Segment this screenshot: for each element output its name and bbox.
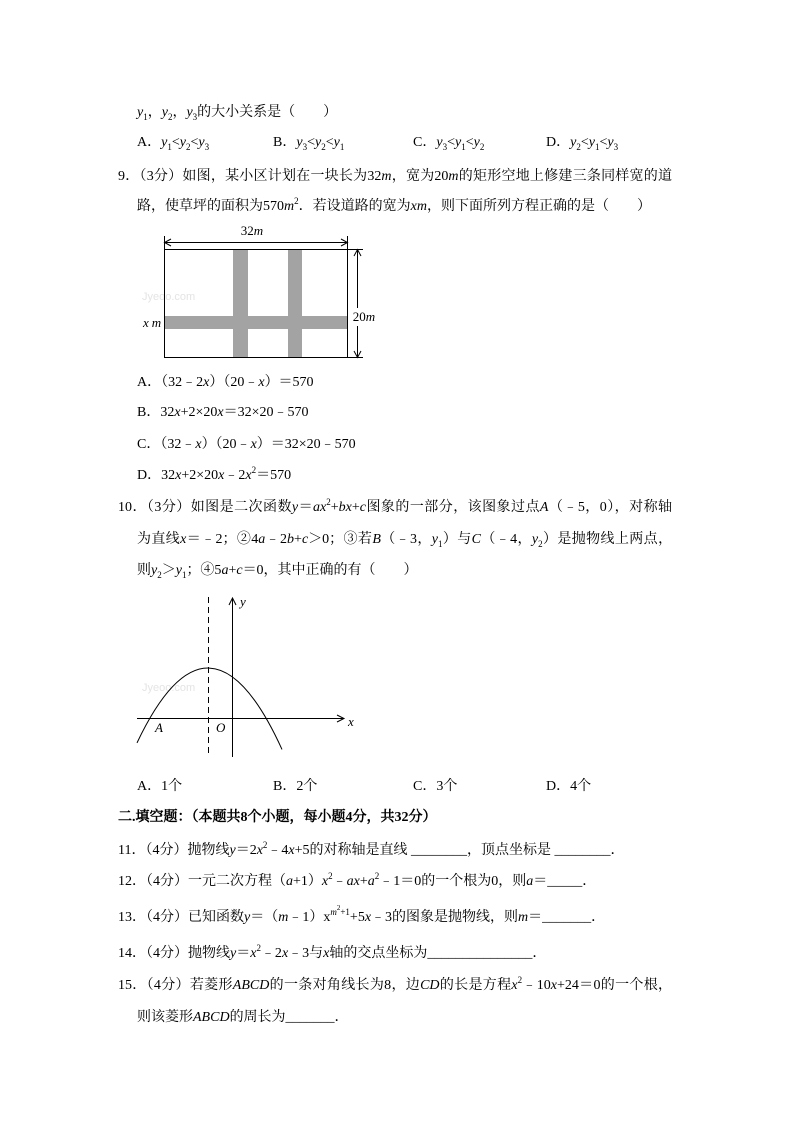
math-variable: b (287, 532, 295, 547)
math-variable: y (473, 135, 480, 150)
math-variable: x (256, 843, 263, 858)
math-variable: CD (420, 978, 440, 993)
text-run: < (580, 135, 589, 150)
math-variable: a (286, 874, 293, 889)
math-variable: x (195, 437, 202, 452)
math-variable: x (511, 978, 518, 993)
math-variable: y (179, 135, 186, 150)
text-run: < (447, 135, 455, 150)
math-variable: a (367, 874, 375, 889)
q8-option-c (413, 133, 484, 153)
math-variable: x (180, 532, 187, 547)
text-run: 15．（4分）若菱形 (118, 978, 233, 993)
text-run: ）（20﹣ (209, 375, 259, 390)
text-run: ﹣10 (522, 978, 551, 993)
q13-stem (118, 904, 606, 928)
subscript: 3 (204, 142, 210, 152)
text-run: （﹣5，0），对称轴 (548, 500, 673, 515)
q8-option-b (273, 133, 344, 153)
x-axis-label: x (348, 714, 354, 729)
q12-stem (118, 872, 596, 892)
text-run: A．1个 (137, 779, 183, 794)
text-run: < (599, 135, 608, 150)
text-run: ＝ (236, 946, 251, 961)
text-run: （﹣4， (481, 532, 532, 547)
width-unit: m (365, 309, 376, 324)
text-run: D．32 (137, 468, 176, 483)
subscript: 2 (538, 539, 543, 549)
text-run: ＝2 (235, 843, 257, 858)
text-run: 14．（4分）抛物线 (118, 946, 230, 961)
q15-stem-line-2 (137, 1008, 349, 1028)
q14-stem (118, 944, 546, 964)
math-variable: a (526, 874, 534, 889)
text-run: 的大小关系是（ ） (197, 105, 338, 120)
superscript: 2 (251, 465, 257, 475)
math-variable: y (436, 135, 443, 150)
math-variable: c (359, 500, 367, 515)
math-variable: y (531, 532, 539, 547)
road-width-unit: m (151, 315, 162, 330)
road-layout-diagram (135, 220, 385, 365)
math-variable: ABCD (232, 978, 270, 993)
text-run: + (351, 500, 360, 515)
math-variable: C (471, 532, 482, 547)
text-run: B．32 (137, 405, 175, 420)
text-run: ﹣2 (265, 532, 288, 547)
text-run: 轴的交点坐标为_______________． (329, 946, 547, 961)
subscript: 3 (613, 142, 619, 152)
text-run: 二.填空题：（本题共8个小题，每小题4分，共32分） (118, 810, 437, 825)
math-variable: y (314, 135, 322, 150)
field-outline (165, 250, 348, 358)
text-run: ．若设道路的宽为 (298, 199, 411, 214)
width-value: 20 (352, 309, 366, 324)
text-run: 12．（4分）一元二次方程（ (118, 874, 286, 889)
math-variable: a (221, 563, 229, 578)
subscript: 1 (438, 539, 443, 549)
text-run: ）＝570 (264, 375, 314, 390)
math-variable: y (137, 105, 144, 120)
parabola-graph (130, 590, 362, 765)
math-variable: x (323, 946, 330, 961)
text-run: ＝570 (256, 468, 292, 483)
q9-stem-line-2 (137, 197, 651, 217)
text-run: ；④5 (186, 563, 222, 578)
q10-stem-line-3 (137, 561, 418, 581)
math-variable: m (448, 169, 459, 184)
q10-stem-line-2 (137, 530, 672, 550)
text-run: ，则下面所列方程正确的是（ ） (426, 199, 651, 214)
subscript: 1 (339, 142, 345, 152)
text-run: ﹣2 (224, 468, 246, 483)
math-variable: y (229, 843, 236, 858)
text-run: ＞ (161, 563, 176, 578)
text-run: （﹣3， (380, 532, 432, 547)
text-run: 10．（3分）如图是二次函数 (118, 500, 292, 515)
math-variable: ax (313, 500, 327, 515)
q9-option-c (137, 435, 356, 455)
text-run: ）＝32×20﹣570 (256, 437, 356, 452)
q10-stem-line-1 (118, 498, 672, 518)
math-variable: x (245, 468, 252, 483)
math-variable: xm (410, 199, 427, 214)
text-run: ＝﹣2；②4 (186, 532, 259, 547)
text-run: 的矩形空地上修建三条同样宽的道 (458, 169, 673, 184)
text-run: ＝32×20﹣570 (223, 405, 309, 420)
subscript: 1 (594, 142, 600, 152)
text-run: ＞0；③若 (308, 532, 373, 547)
math-variable: x (218, 468, 225, 483)
q9-option-a (137, 373, 314, 393)
math-variable: m (284, 199, 295, 214)
q10-option-b (273, 777, 317, 797)
subscript: 1 (461, 142, 466, 152)
math-variable: c (236, 563, 243, 578)
watermark: Jyeoo.com (142, 291, 196, 303)
math-variable: x (258, 375, 265, 390)
text-run: A． (137, 135, 162, 150)
math-variable: bx (338, 500, 352, 515)
subscript: 1 (181, 570, 187, 580)
superscript: 2 (256, 943, 261, 953)
text-run: + (330, 500, 339, 515)
subscript: 2 (157, 570, 162, 580)
text-run: +1） (293, 874, 322, 889)
math-variable: x (281, 946, 289, 961)
math-variable: y (607, 135, 614, 150)
superscript: 2 (328, 871, 333, 881)
q9-option-d (137, 466, 291, 486)
math-variable: y (161, 105, 168, 120)
math-variable: B (372, 532, 381, 547)
text-run: +24＝0的一个根， (556, 978, 673, 993)
q8-option-a (137, 133, 209, 153)
text-run: ﹣1＝0的一个根为0，则 (379, 874, 527, 889)
math-variable: y (230, 946, 237, 961)
math-variable: x (364, 910, 372, 925)
text-run: < (171, 135, 180, 150)
text-run: B．2个 (273, 779, 318, 794)
text-run: 的长是方程 (439, 978, 512, 993)
origin-label: O (216, 720, 226, 735)
math-variable: x (203, 375, 210, 390)
math-variable: A (539, 500, 549, 515)
superscript: 2 (326, 497, 331, 507)
q8-stem-tail (137, 103, 337, 123)
math-variable: y (198, 135, 205, 150)
text-run: A．（32﹣2 (137, 375, 204, 390)
text-run: C． (413, 135, 437, 150)
superscript-variable: m (330, 907, 337, 917)
text-run: ﹣2 (260, 946, 282, 961)
math-variable: x (217, 405, 224, 420)
text-run: 的一条对角线长为8，边 (269, 978, 421, 993)
math-variable: y (151, 563, 158, 578)
math-variable: y (333, 135, 340, 150)
y-axis-label: y (240, 594, 246, 609)
text-run: < (307, 135, 315, 150)
math-variable: y (244, 910, 251, 925)
text-run: + (228, 563, 237, 578)
text-run: 11．（4分）抛物线 (118, 843, 230, 858)
horizontal-road (165, 316, 348, 329)
text-run: +2×20 (180, 405, 218, 420)
superscript: 2 (262, 840, 268, 850)
text-run: x (323, 910, 331, 925)
parabola-curve (137, 668, 282, 749)
math-variable: y (291, 500, 299, 515)
q10-option-c (413, 777, 457, 797)
superscript: 2 (294, 196, 299, 206)
text-run: 图象的一部分，该图象过点 (366, 500, 540, 515)
math-variable: x (174, 405, 181, 420)
subscript: 3 (302, 142, 308, 152)
superscript: 2 (517, 975, 523, 985)
text-run: D．4个 (546, 779, 592, 794)
math-variable: x (175, 468, 182, 483)
math-variable: y (186, 105, 193, 120)
subscript: 2 (167, 112, 173, 122)
text-run: < (325, 135, 334, 150)
q10-option-a (137, 777, 182, 797)
q10-option-d (546, 777, 591, 797)
length-value: 32 (240, 223, 254, 238)
text-run: < (190, 135, 199, 150)
subscript: 3 (192, 112, 198, 122)
math-variable: y (431, 532, 439, 547)
q9-stem-line-1 (118, 167, 672, 187)
math-variable: m (278, 910, 289, 925)
vertical-road-left (233, 250, 248, 358)
vertical-road-right (288, 250, 302, 358)
text-run: ）是抛物线上两点， (542, 532, 673, 547)
text-run: ﹣ (332, 874, 347, 889)
math-variable: m (381, 169, 392, 184)
math-variable: ax (346, 874, 360, 889)
subscript: 2 (576, 142, 581, 152)
subscript: 1 (143, 112, 148, 122)
text-run: C．（32﹣ (137, 437, 196, 452)
text-run: ＝0，其中正确的有（ ） (242, 563, 418, 578)
watermark: Jyeoo.com (142, 682, 196, 694)
text-run: ， (147, 105, 162, 120)
math-variable: x (550, 978, 557, 993)
text-run: ， (172, 105, 187, 120)
road-width-variable: x (143, 315, 149, 330)
width-label (353, 309, 375, 324)
superscript: +1 (340, 907, 350, 917)
text-run: +2×20 (181, 468, 219, 483)
text-run: ＝ (298, 500, 314, 515)
text-run: ＝（ (250, 910, 279, 925)
math-variable: c (301, 532, 309, 547)
q15-stem-line-1 (118, 976, 672, 996)
math-variable: x (321, 874, 329, 889)
math-variable: ABCD (193, 1010, 230, 1025)
math-variable: m (518, 910, 529, 925)
math-variable: x (250, 946, 257, 961)
text-run: ，宽为20 (391, 169, 449, 184)
text-run: 则 (137, 563, 151, 578)
subscript: 3 (442, 142, 448, 152)
text-run: ﹣4 (267, 843, 289, 858)
text-run: 为直线 (137, 532, 181, 547)
subscript: 2 (185, 142, 191, 152)
q11-stem (118, 841, 625, 861)
text-run: 路，使草坪的面积为570 (137, 199, 284, 214)
math-variable: y (175, 563, 182, 578)
section-heading (118, 808, 437, 828)
math-variable: y (161, 135, 168, 150)
text-run: + (294, 532, 302, 547)
text-run: ＝_______． (528, 910, 606, 925)
text-run: D． (546, 135, 571, 150)
text-run: 9．（3分）如图，某小区计划在一块长为32 (118, 169, 382, 184)
subscript: 2 (321, 142, 326, 152)
q8-option-d (546, 133, 618, 153)
math-variable: x (250, 437, 257, 452)
text-run: 则该菱形 (137, 1010, 193, 1025)
text-run: ＝_____． (533, 874, 597, 889)
text-run: +5 (349, 910, 365, 925)
length-unit: m (253, 223, 264, 238)
superscript: 2 (374, 871, 380, 881)
text-run: ﹣1） (288, 910, 324, 925)
subscript: 1 (167, 142, 172, 152)
nested-superscript: 2 (336, 904, 341, 912)
text-run: < (465, 135, 474, 150)
point-a-label: A (155, 720, 163, 735)
math-variable: y (588, 135, 595, 150)
math-variable: y (570, 135, 577, 150)
q9-option-b (137, 403, 308, 423)
road-width-label (142, 315, 161, 330)
text-run: 的周长为_______． (229, 1010, 349, 1025)
text-run: B． (273, 135, 297, 150)
text-run: ）（20﹣ (201, 437, 251, 452)
math-variable: x (288, 843, 295, 858)
text-run: C．3个 (413, 779, 458, 794)
math-variable: y (454, 135, 462, 150)
text-run: 13．（4分）已知函数 (118, 910, 244, 925)
math-variable: a (258, 532, 266, 547)
math-variable: y (296, 135, 303, 150)
text-run: ）与 (442, 532, 472, 547)
text-run: ﹣3与 (288, 946, 324, 961)
text-run: + (359, 874, 368, 889)
text-run: +5的对称轴是直线 ________，顶点坐标是 ________． (294, 843, 625, 858)
text-run: ﹣3的图象是抛物线，则 (371, 910, 519, 925)
subscript: 2 (479, 142, 485, 152)
length-label (241, 223, 263, 238)
